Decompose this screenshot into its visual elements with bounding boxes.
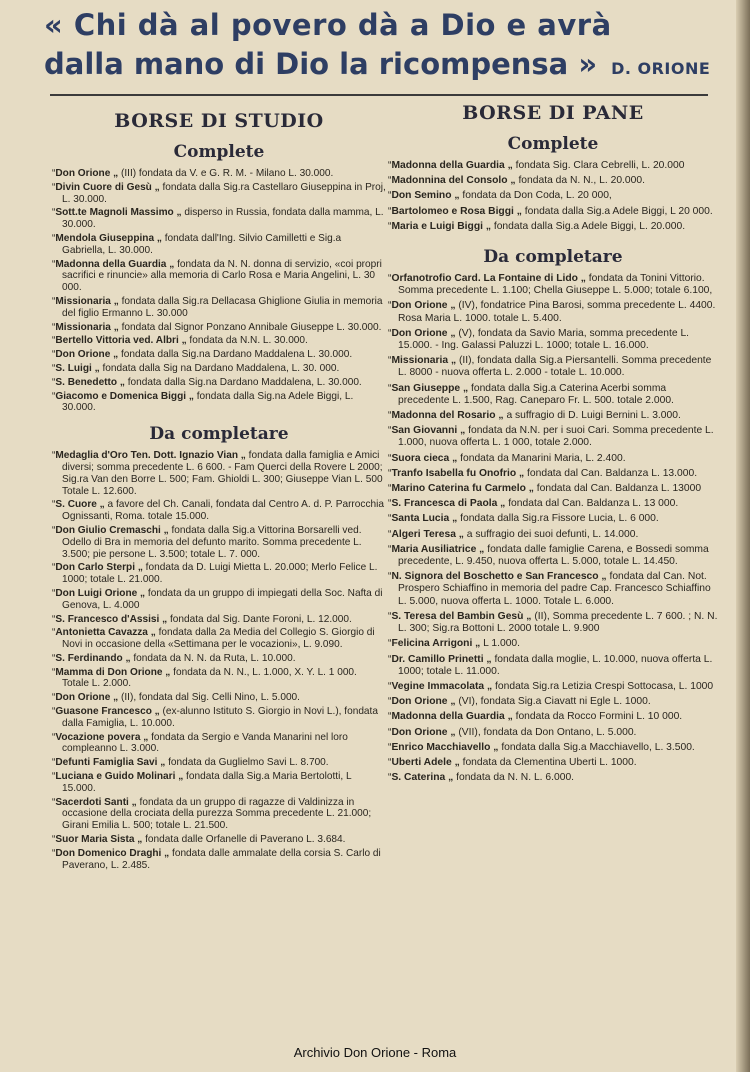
entry-text: fondata dalla Sig.ra Castellaro Giuseppina in Proj, L. 30.000. (62, 181, 386, 205)
entry-name: Orfanotrofio Card. La Fontaine di Lido „ (391, 273, 586, 285)
entry-text: fondata da Rocco Formini L. 10 000. (512, 711, 683, 723)
entry-text: fondata da Manarini Maria, L. 2.400. (457, 452, 626, 464)
entry-text: a favore del Ch. Canali, fondata dal Centro A. d. P. Parrocchia Ognissanti, Roma. totale 15.000. (62, 499, 384, 523)
entry-text: fondata da N. N., L. 1.000, X. Y. L. 1 000. Totale L. 2.000. (62, 666, 357, 690)
subtitle-complete-pane: Complete (507, 134, 599, 154)
entry-name: Missionaria „ (55, 321, 119, 333)
entry-text: fondata dalla Sig.na Dardano Maddalena, L. 30.000. (124, 376, 362, 388)
entry-text: (II), Somma precedente L. 7 600. ; N. N. L. 300; Sig.ra Bottoni L. 2000 totale L. 9.900 (398, 610, 718, 635)
entry-text: fondata dalla Sig.a Maria Bertolotti, L 15.000. (62, 771, 352, 794)
entry-name: Tranfo Isabella fu Onofrio „ (391, 467, 525, 479)
entry-name: S. Benedetto „ (55, 376, 125, 388)
entry-name: Don Orione „ (55, 168, 119, 179)
entry-text: fondata dalla 2a Media del Collegio S. Giorgio di Novi in occasione della «Settimana per le vocazioni», L. 9.090. (62, 627, 375, 651)
entry-name: Madonna del Rosario „ (391, 410, 504, 422)
entry-text: fondata dalla Sig.na Adele Biggi, L. 30.000. (62, 390, 354, 414)
list-entry: “San Giuseppe „ fondata dalla Sig.a Caterina Acerbi somma precedente L. 1.500, Rag. Caneparo Fr. L. 500. totale 2.000. (388, 382, 674, 406)
entry-text: fondata da Clementina Uberti L. 1000. (459, 756, 637, 768)
list-entry: “Sott.te Magnoli Massimo „ disperso in Russia, fondata dalla mamma, L. 30.000. (52, 207, 384, 231)
entry-text: fondata dalla Sig.a Adele Biggi, L. 20.000. (490, 220, 686, 232)
entry-name: S. Francesca di Paola „ (391, 498, 506, 510)
list-entry: “S. Luigi „ fondata dalla Sig na Dardano Maddalena, L. 30. 000. (52, 362, 340, 374)
entry-text: (IV), fondatrice Pina Barosi, somma precedente L. 4400. Rosa Maria L. 1000. totale L. 5.400. (398, 300, 716, 324)
entry-name: Vocazione povera „ (55, 731, 149, 743)
entry-text: fondata Sig. Clara Cebrelli, L. 20.000 (512, 160, 685, 171)
entry-name: Luciana e Guido Molinari „ (55, 771, 184, 783)
entry-text: fondata dalla Sig.ra Dellacasa Ghiglione Giulia in memoria del figlio Ermanno L. 30.000 (62, 295, 383, 319)
list-entry: “Suora cieca „ fondata da Manarini Maria, L. 2.400. (388, 452, 626, 464)
list-entry: “Don Orione „ (II), fondata dal Sig. Celli Nino, L. 5.000. (52, 692, 300, 704)
list-entry: “Uberti Adele „ fondata da Clementina Uberti L. 1000. (388, 756, 637, 768)
entry-text: fondata da D. Luigi Mietta L. 20.000; Merlo Felice L. 1000; totale L. 21.000. (62, 562, 378, 586)
list-entry: “Don Orione „ (IV), fondatrice Pina Barosi, somma precedente L. 4400. Rosa Maria L. 1000. totale L. 5.400. (388, 300, 716, 324)
list-entry: “Orfanotrofio Card. La Fontaine di Lido „ fondata da Tonini Vittorio. Somma precedente L. 1.100; Chella Giuseppe L. 5.000; totale 6.100, (388, 273, 713, 297)
list-entry: “Mamma di Don Orione „ fondata da N. N., L. 1.000, X. Y. L. 1 000. Totale L. 2.000. (52, 666, 357, 690)
list-entry: “Vegine Immacolata „ fondata Sig.ra Letizia Crespi Sottocasa, L. 1000 (388, 680, 714, 692)
list-entry: “Suor Maria Sista „ fondata dalle Orfanelle di Paverano L. 3.684. (52, 834, 346, 846)
entry-name: Sott.te Magnoli Massimo „ (55, 207, 182, 219)
list-entry: “Maria e Luigi Biggi „ fondata dalla Sig.a Adele Biggi, L. 20.000. (388, 220, 686, 232)
entry-text: fondata dal Can. Baldanza L. 13.000. (524, 467, 698, 479)
entry-name: Santa Lucia „ (391, 513, 458, 525)
subtitle-todo-studio: Da completare (149, 424, 289, 445)
entry-text: fondata dalle famiglie Carena, e Bossedi somma precedente, L. 9.450, nuova offerta L. 5.000, totale L. 14.450. (398, 543, 709, 568)
entry-name: Maria Ausiliatrice „ (391, 543, 485, 555)
entry-name: Uberti Adele „ (391, 756, 460, 768)
entry-text: fondata dalle Orfanelle di Paverano L. 3.684. (142, 834, 346, 846)
entry-text: fondata Sig.ra Letizia Crespi Sottocasa, L. 1000 (492, 680, 714, 692)
entry-text: (II), fondata dalla Sig.a Piersantelli. Somma precedente L. 8000 - nuova offerta L. 2.000 - totale L. 10.000. (398, 355, 712, 379)
entry-name: Bartolomeo e Rosa Biggi „ (391, 205, 522, 217)
list-entry: “Sacerdoti Santi „ fondata da un gruppo di ragazze di Valdinizza in occasione della crociata della purezza Somma precedente L. 21.000; Girani Emilia L. 500; totale L. 21.500. (52, 796, 372, 832)
motto-line-1: « Chi dà al povero dà a Dio e avrà (44, 8, 612, 42)
list-entry: “S. Ferdinando „ fondata da N. N. da Ruta, L. 10.000. (52, 652, 296, 664)
list-entry: “Missionaria „ fondata dal Signor Ponzano Annibale Giuseppe L. 30.000. (52, 321, 382, 333)
entry-name: Guasone Francesco „ (55, 706, 160, 718)
entry-text: fondata dal Can. Baldanza L. 13000 (533, 483, 702, 495)
subtitle-todo-pane: Da completare (483, 247, 623, 268)
list-entry: “S. Caterina „ fondata da N. N. L. 6.000. (388, 772, 575, 784)
page-edge (736, 0, 750, 1072)
entry-text: fondata dalla Sig.a Adele Biggi, L 20 000. (521, 205, 713, 217)
motto-line-2 (44, 44, 714, 89)
list-entry: “Don Luigi Orione „ fondata da un gruppo di impiegati della Soc. Nafta di Genova, L. 4.000 (52, 587, 383, 611)
entry-name: Defunti Famiglia Savi „ (55, 757, 166, 769)
list-entry: “Vocazione povera „ fondata da Sergio e Vanda Manarini nel loro compleanno L. 3.000. (52, 731, 348, 755)
entry-text: fondata dalla moglie, L. 10.000, nuova offerta L. 1000; totale L. 11.000. (398, 653, 713, 677)
list-entry: “Enrico Macchiavello „ fondata dalla Sig.a Macchiavello, L. 3.500. (388, 741, 695, 753)
entry-name: Don Orione „ (391, 300, 456, 312)
list-entry: “Bertello Vittoria ved. Albri „ fondata da N.N. L. 30.000. (52, 335, 308, 347)
entry-text: (V), fondata da Savio Maria, somma precedente L. 15.000. - Ing. Galassi Paluzzi L. 1000; totale L. 16.000. (398, 327, 690, 352)
entry-text: a suffragio dei suoi defunti, L. 14.000. (463, 528, 639, 540)
entry-name: Bertello Vittoria ved. Albri „ (55, 335, 187, 347)
list-entry: “S. Teresa del Bambin Gesù „ (II), Somma precedente L. 7 600. ; N. N. L. 300; Sig.ra Bottoni L. 2000 totale L. 9.900 (388, 610, 718, 635)
list-entry: “Luciana e Guido Molinari „ fondata dalla Sig.a Maria Bertolotti, L 15.000. (52, 771, 352, 794)
list-entry: “N. Signora del Boschetto e San Francesco „ fondata dal Can. Not. Prospero Schiaffino in memoria del padre Cap. Francesco Schiaffino L. 5.000, nuova offerta L. 1000. Totale L. 6.000. (388, 571, 711, 607)
entry-name: Missionaria „ (391, 355, 457, 367)
list-todo-studio (52, 450, 386, 871)
entry-text: fondata dalla Sig.a Macchiavello, L. 3.500. (498, 741, 695, 753)
list-entry: “San Giovanni „ fondata da N.N. per i suoi Cari. Somma precedente L. 1.000, nuova offerta L. 1 000, totale 2.000. (388, 425, 714, 449)
list-complete-studio (52, 168, 386, 414)
entry-name: Suor Maria Sista „ (55, 834, 143, 846)
entry-text: fondata dalla Sig.a Caterina Acerbi somma precedente L. 1.500, Rag. Caneparo Fr. L. 500. totale 2.000. (398, 382, 674, 406)
list-todo-pane (388, 273, 718, 784)
entry-text: fondata dall'Ing. Silvio Camilletti e Sig.a Gabriella, L. 30.000. (62, 232, 342, 256)
entry-name: Don Semino „ (391, 190, 460, 202)
list-entry: “Dr. Camillo Prinetti „ fondata dalla moglie, L. 10.000, nuova offerta L. 1000; totale L. 11.000. (388, 653, 713, 677)
entry-text: (II), fondata dal Sig. Celli Nino, L. 5.000. (118, 692, 300, 704)
entry-text: (III) fondata da V. e G. R. M. - Milano L. 30.000. (118, 168, 334, 179)
entry-name: Maria e Luigi Biggi „ (391, 220, 491, 232)
entry-name: Don Orione „ (391, 696, 456, 708)
entry-name: Don Carlo Sterpi „ (55, 562, 143, 574)
list-entry: “Madonna del Rosario „ a suffragio di D. Luigi Bernini L. 3.000. (388, 410, 681, 422)
list-entry: “Felicina Arrigoni „ L 1.000. (388, 638, 521, 650)
entry-text: (VII), fondata da Don Ontano, L. 5.000. (455, 726, 637, 738)
entry-name: Felicina Arrigoni „ (391, 638, 481, 650)
list-entry: “Bartolomeo e Rosa Biggi „ fondata dalla Sig.a Adele Biggi, L 20 000. (388, 205, 713, 217)
entry-text: fondata dal Can. Not. Prospero Schiaffino in memoria del padre Cap. Francesco Schiaffino L. 5.000, nuova offerta L. 1000. Totale L. 6.000. (398, 571, 711, 607)
list-entry: “Missionaria „ (II), fondata dalla Sig.a Piersantelli. Somma precedente L. 8000 - nuova offerta L. 2.000 - totale L. 10.000. (388, 355, 712, 379)
entry-text: (VI), fondata Sig.a Ciavatt ni Egle L. 1000. (455, 696, 651, 708)
list-entry: “Giacomo e Domenica Biggi „ fondata dalla Sig.na Adele Biggi, L. 30.000. (52, 390, 354, 414)
entry-name: Don Domenico Draghi „ (55, 847, 170, 859)
entry-text: fondata da Guglielmo Savi L. 8.700. (165, 757, 329, 769)
list-entry: “S. Benedetto „ fondata dalla Sig.na Dardano Maddalena, L. 30.000. (52, 376, 362, 388)
section-title-pane: BORSE DI PANE (462, 102, 644, 124)
list-entry: “Madonna della Guardia „ fondata da N. N. donna di servizio, «coi propri sacrifici e rinuncie» alla memoria di Carlo Rosa e Maria Angelini, L. 30 000. (52, 258, 382, 294)
entry-text: fondata da N. N., L. 20.000. (515, 175, 645, 187)
entry-text: fondata dalla Sig na Dardano Maddalena, L. 30. 000. (99, 362, 340, 374)
list-entry: “Santa Lucia „ fondata dalla Sig.ra Fissore Lucia, L. 6 000. (388, 513, 659, 525)
entry-name: Marino Caterina fu Carmelo „ (391, 483, 534, 495)
list-entry: “S. Francesca di Paola „ fondata dal Can. Baldanza L. 13 000. (388, 498, 679, 510)
list-entry: “Don Orione „ (V), fondata da Savio Maria, somma precedente L. 15.000. - Ing. Galassi Paluzzi L. 1000; totale L. 16.000. (388, 327, 690, 352)
list-entry: “Defunti Famiglia Savi „ fondata da Guglielmo Savi L. 8.700. (52, 757, 329, 769)
entry-name: S. Luigi „ (55, 362, 100, 374)
entry-name: S. Francesco d'Assisi „ (55, 613, 168, 625)
list-entry: “Don Orione „ (III) fondata da V. e G. R. M. - Milano L. 30.000. (52, 168, 334, 179)
list-entry: “Divin Cuore di Gesù „ fondata dalla Sig.ra Castellaro Giuseppina in Proj, L. 30.000. (52, 181, 386, 205)
entry-name: Don Orione „ (55, 692, 119, 704)
motto-line-2-text: dalla mano di Dio la ricompensa » (44, 47, 598, 81)
column-borse-di-studio (52, 100, 386, 873)
entry-text: disperso in Russia, fondata dalla mamma, L. 30.000. (62, 207, 384, 231)
column-borse-di-pane (388, 100, 718, 787)
entry-name: Mendola Giuseppina „ (55, 232, 162, 244)
list-entry: “Tranfo Isabella fu Onofrio „ fondata dal Can. Baldanza L. 13.000. (388, 467, 698, 479)
entry-text: fondata dalla Sig.na Dardano Maddalena L. 30.000. (118, 349, 353, 361)
list-entry: “Don Orione „ (VII), fondata da Don Ontano, L. 5.000. (388, 726, 637, 738)
entry-name: Antonietta Cavazza „ (55, 627, 156, 639)
entry-name: Algeri Teresa „ (391, 528, 464, 540)
list-entry: “Maria Ausiliatrice „ fondata dalle famiglie Carena, e Bossedi somma precedente, L. 9.450, nuova offerta L. 5.000, totale L. 14.450. (388, 543, 709, 568)
entry-text: fondata da N. N. L. 6.000. (453, 772, 575, 784)
entry-name: Don Luigi Orione „ (55, 587, 146, 599)
entry-text: fondata da N. N. da Ruta, L. 10.000. (130, 652, 296, 664)
list-entry: “Missionaria „ fondata dalla Sig.ra Dellacasa Ghiglione Giulia in memoria del figlio Ermanno L. 30.000 (52, 295, 383, 319)
list-complete-pane (388, 160, 718, 233)
entry-name: Madonna della Guardia „ (391, 711, 513, 723)
entry-text: L 1.000. (480, 638, 521, 650)
archive-footer: Archivio Don Orione - Roma (293, 1045, 457, 1060)
entry-name: Missionaria „ (55, 295, 119, 307)
entry-text: fondata dalle ammalate della corsia S. Carlo di Paverano, L. 2.485. (62, 847, 381, 871)
entry-text: fondata da N.N. L. 30.000. (186, 335, 308, 347)
entry-name: Don Orione „ (391, 726, 456, 738)
list-entry: “Don Carlo Sterpi „ fondata da D. Luigi Mietta L. 20.000; Merlo Felice L. 1000; totale L. 21.000. (52, 562, 378, 586)
motto-header (44, 6, 714, 89)
entry-name: Vegine Immacolata „ (391, 680, 493, 692)
list-entry: “Madonnina del Consolo „ fondata da N. N., L. 20.000. (388, 175, 645, 187)
list-entry: “Medaglia d'Oro Ten. Dott. Ignazio Vian „ fondata dalla famiglia e Amici diversi; somma precedente L. 6 600. - Fam Querci della Rovere L 2000; Sig.ra Van den Borre L. 500; Fam. Ghioldi L. 300; Giuseppe Vian L. 500 Totale L. 12.600. (52, 450, 383, 497)
entry-text: fondata da Tonini Vittorio. Somma precedente L. 1.100; Chella Giuseppe L. 5.000; totale 6.100, (398, 273, 713, 297)
entry-text: fondata dalla Sig.a Vittorina Borsarelli ved. Odello di Bra in memoria del defunto marito. Somma precedente L. 3.500; pie persone L. 3.500; totale L. 7. 000. (62, 524, 362, 560)
entry-name: Enrico Macchiavello „ (391, 741, 499, 753)
entry-name: N. Signora del Boschetto e San Francesco „ (391, 571, 607, 583)
motto-author: D. ORIONE (611, 59, 711, 78)
entry-name: Don Orione „ (55, 349, 119, 361)
entry-text: fondata dalla famiglia e Amici diversi; somma precedente L. 6 600. - Fam Querci della Rovere L 2000; Sig.ra Van den Borre L. 500; Fam. Ghioldi L. 300; Giuseppe Vian L. 500 Totale L. 12.600. (62, 450, 383, 497)
entry-name: S. Ferdinando „ (55, 652, 131, 664)
entry-name: Don Orione „ (391, 327, 456, 339)
header-rule (50, 94, 708, 96)
entry-text: a suffragio di D. Luigi Bernini L. 3.000. (503, 410, 681, 422)
entry-name: Madonna della Guardia „ (55, 258, 175, 270)
entry-name: S. Cuore „ (55, 499, 105, 511)
entry-text: fondata da N.N. per i suoi Cari. Somma precedente L. 1.000, nuova offerta L. 1 000, totale 2.000. (398, 425, 714, 449)
entry-name: San Giovanni „ (391, 425, 466, 437)
list-entry: “Don Orione „ (VI), fondata Sig.a Ciavatt ni Egle L. 1000. (388, 696, 651, 708)
list-entry: “Don Orione „ fondata dalla Sig.na Dardano Maddalena L. 30.000. (52, 349, 353, 361)
entry-name: Suora cieca „ (391, 452, 458, 464)
entry-text: fondata dal Sig. Dante Foroni, L. 12.000. (167, 613, 352, 625)
subtitle-complete-studio: Complete (173, 142, 265, 162)
entry-text: fondata dal Signor Ponzano Annibale Giuseppe L. 30.000. (118, 321, 382, 333)
list-entry: “Don Domenico Draghi „ fondata dalle ammalate della corsia S. Carlo di Paverano, L. 2.485. (52, 847, 381, 871)
entry-name: Divin Cuore di Gesù „ (55, 181, 160, 193)
entry-name: Mamma di Don Orione „ (55, 666, 171, 678)
entry-text: (ex-alunno Istituto S. Giorgio in Novi L.), fondata dalla Famiglia, L. 10.000. (62, 706, 378, 729)
list-entry: “Don Semino „ fondata da Don Coda, L. 20 000, (388, 190, 612, 202)
entry-name: Giacomo e Domenica Biggi „ (55, 390, 194, 402)
entry-name: Madonnina del Consolo „ (391, 175, 516, 187)
entry-name: Don Giulio Cremaschi „ (55, 524, 169, 536)
list-entry: “Don Giulio Cremaschi „ fondata dalla Sig.a Vittorina Borsarelli ved. Odello di Bra in memoria del defunto marito. Somma precedente L. 3.500; pie persone L. 3.500; totale L. 7. 000. (52, 524, 362, 560)
list-entry: “S. Francesco d'Assisi „ fondata dal Sig. Dante Foroni, L. 12.000. (52, 613, 352, 625)
entry-name: Sacerdoti Santi „ (55, 796, 137, 808)
entry-name: S. Caterina „ (391, 772, 454, 784)
list-entry: “Antonietta Cavazza „ fondata dalla 2a Media del Collegio S. Giorgio di Novi in occasione della «Settimana per le vocazioni», L. 9.090. (52, 627, 375, 651)
entry-name: Medaglia d'Oro Ten. Dott. Ignazio Vian „ (55, 450, 246, 462)
list-entry: “S. Cuore „ a favore del Ch. Canali, fondata dal Centro A. d. P. Parrocchia Ognissanti, Roma. totale 15.000. (52, 499, 384, 523)
entry-text: fondata dal Can. Baldanza L. 13 000. (505, 498, 679, 510)
entry-text: fondata dalla Sig.ra Fissore Lucia, L. 6 000. (457, 513, 659, 525)
entry-text: fondata da un gruppo di ragazze di Valdinizza in occasione della crociata della purezza Somma precedente L. 21.000; Girani Emilia L. 500; totale L. 21.500. (62, 796, 372, 832)
list-entry: “Marino Caterina fu Carmelo „ fondata dal Can. Baldanza L. 13000 (388, 483, 702, 495)
list-entry: “Madonna della Guardia „ fondata Sig. Clara Cebrelli, L. 20.000 (388, 160, 685, 171)
entry-name: Madonna della Guardia „ (391, 160, 513, 171)
entry-name: San Giuseppe „ (391, 382, 469, 394)
entry-text: fondata da un gruppo di impiegati della Soc. Nafta di Genova, L. 4.000 (62, 587, 383, 611)
section-title-studio: BORSE DI STUDIO (114, 110, 324, 132)
entry-text: fondata da Don Coda, L. 20 000, (459, 190, 612, 202)
list-entry: “Madonna della Guardia „ fondata da Rocco Formini L. 10 000. (388, 711, 683, 723)
entry-name: Dr. Camillo Prinetti „ (391, 653, 492, 665)
list-entry: “Mendola Giuseppina „ fondata dall'Ing. Silvio Camilletti e Sig.a Gabriella, L. 30.000. (52, 232, 342, 256)
entry-name: S. Teresa del Bambin Gesù „ (391, 610, 532, 622)
entry-text: fondata da Sergio e Vanda Manarini nel loro compleanno L. 3.000. (62, 731, 348, 755)
entry-text: fondata da N. N. donna di servizio, «coi propri sacrifici e rinuncie» alla memoria di Carlo Rosa e Maria Angelini, L. 30 000. (62, 258, 382, 294)
list-entry: “Algeri Teresa „ a suffragio dei suoi defunti, L. 14.000. (388, 528, 639, 540)
list-entry: “Guasone Francesco „ (ex-alunno Istituto S. Giorgio in Novi L.), fondata dalla Famiglia, L. 10.000. (52, 706, 378, 729)
